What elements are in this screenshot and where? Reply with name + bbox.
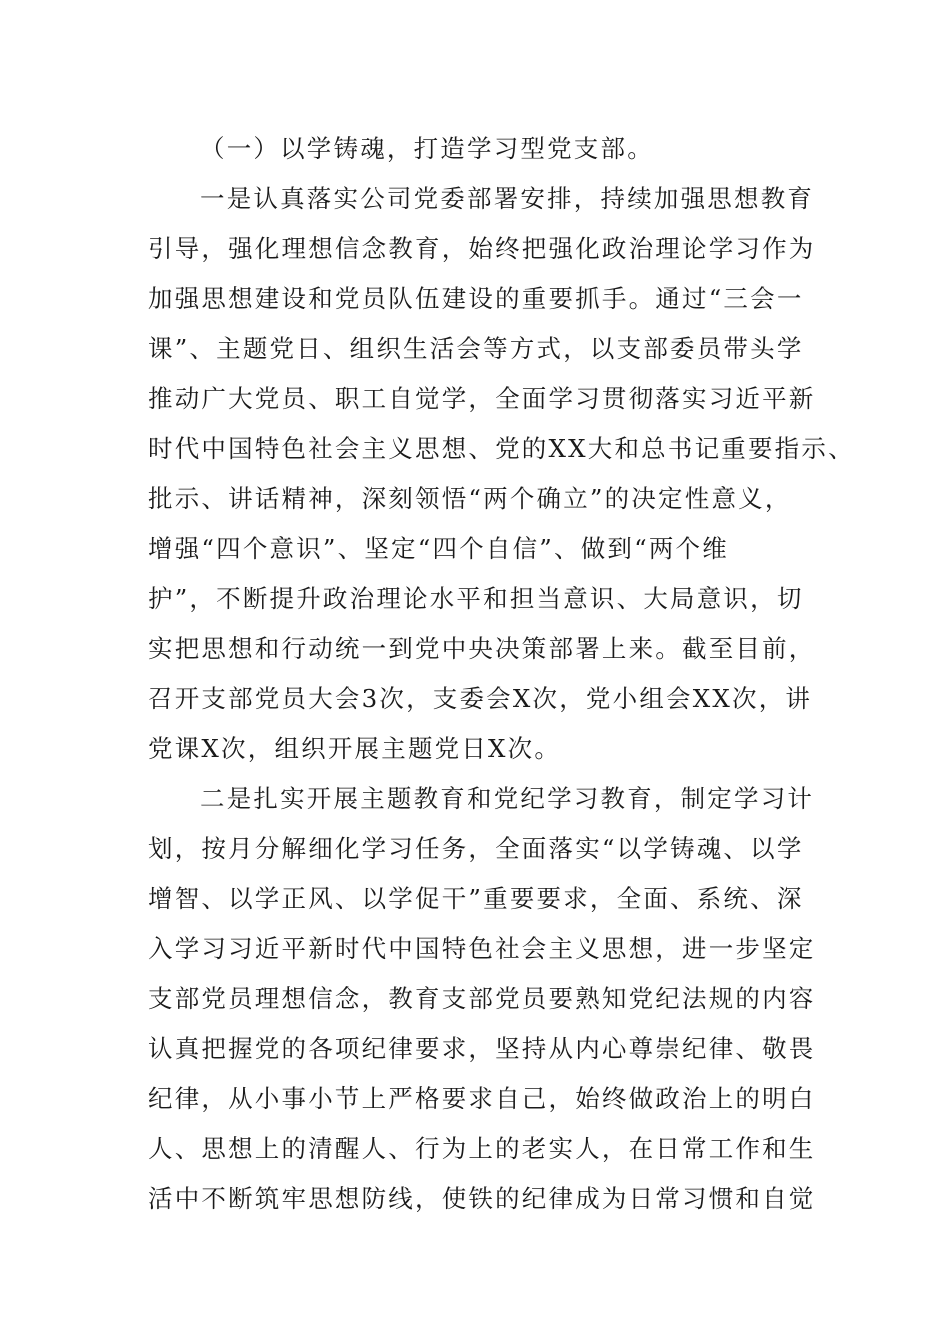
paragraph-line: 二是扎实开展主题教育和党纪学习教育，制定学习计	[200, 784, 815, 813]
document-body	[148, 124, 855, 1224]
paragraph-line: 护”，不断提升政治理论水平和担当意识、大局意识，切	[148, 584, 804, 613]
section-heading: （一）以学铸魂，打造学习型党支部。	[200, 134, 654, 163]
paragraph-line: 纪律，从小事小节上严格要求自己，始终做政治上的明白	[148, 1084, 816, 1113]
paragraph-line: 课”、主题党日、组织生活会等方式，以支部委员带头学	[148, 334, 804, 363]
paragraph-line: 活中不断筑牢思想防线，使铁的纪律成为日常习惯和自觉	[148, 1184, 816, 1213]
paragraph-2	[148, 774, 828, 1224]
paragraph-line: 实把思想和行动统一到党中央决策部署上来。截至目前，	[148, 634, 816, 663]
paragraph-line: 划，按月分解细化学习任务，全面落实“以学铸魂、以学	[148, 834, 804, 863]
paragraph-line: 人、思想上的清醒人、行为上的老实人，在日常工作和生	[148, 1134, 816, 1163]
paragraph-line: 增强“四个意识”、坚定“四个自信”、做到“两个维	[148, 534, 729, 563]
paragraph-line: 推动广大党员、职工自觉学，全面学习贯彻落实习近平新	[148, 384, 816, 413]
paragraph-line: 支部党员理想信念，教育支部党员要熟知党纪法规的内容	[148, 984, 816, 1013]
paragraph-line: 认真把握党的各项纪律要求，坚持从内心尊崇纪律、敬畏	[148, 1034, 816, 1063]
paragraph-line: 召开支部党员大会3次，支委会X次，党小组会XX次，讲	[148, 684, 813, 713]
paragraph-line: 一是认真落实公司党委部署安排，持续加强思想教育	[200, 184, 815, 213]
paragraph-line: 引导，强化理想信念教育，始终把强化政治理论学习作为	[148, 234, 816, 263]
paragraph-1	[148, 174, 855, 774]
paragraph-line: 增智、以学正风、以学促干”重要要求，全面、系统、深	[148, 884, 804, 913]
paragraph-line: 批示、讲话精神，深刻领悟“两个确立”的决定性意义，	[148, 484, 792, 513]
paragraph-line: 加强思想建设和党员队伍建设的重要抓手。通过“三会一	[148, 284, 804, 313]
paragraph-line: 时代中国特色社会主义思想、党的XX大和总书记重要指示、	[148, 434, 855, 463]
paragraph-line: 入学习习近平新时代中国特色社会主义思想，进一步坚定	[148, 934, 816, 963]
paragraph-line: 党课X次，组织开展主题党日X次。	[148, 734, 562, 763]
